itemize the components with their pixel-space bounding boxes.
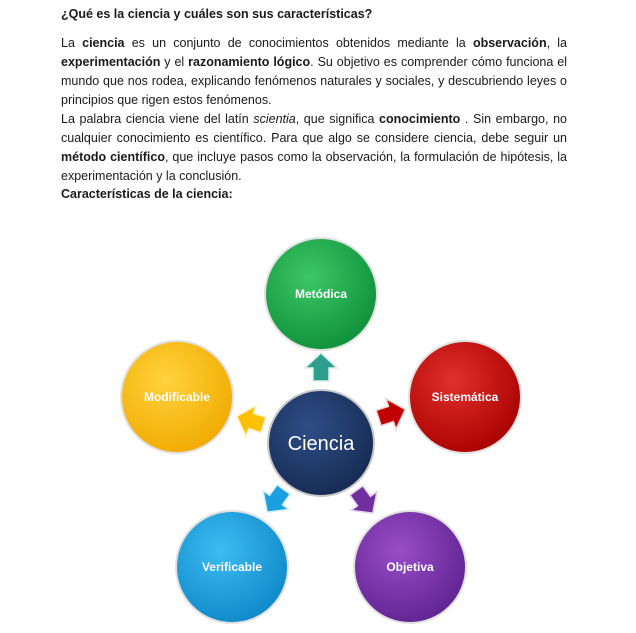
node-metodica xyxy=(265,238,377,350)
node-label-verificable: Verificable xyxy=(201,560,263,574)
node-label-modificable: Modificable xyxy=(143,390,211,404)
bold-term-metodo-cientifico: método científico xyxy=(61,150,165,164)
node-sistematica xyxy=(409,341,521,453)
node-ciencia-center xyxy=(268,390,374,496)
bold-term-experimentacion: experimentación xyxy=(61,55,161,69)
text-run: , que significa xyxy=(295,112,380,126)
arrow-to-sistematica xyxy=(374,394,411,433)
center-label: Ciencia xyxy=(287,433,355,455)
text-run: La palabra ciencia viene del latín xyxy=(61,112,254,126)
node-verificable xyxy=(176,511,288,623)
bold-term-observacion: observación xyxy=(472,36,547,50)
text-run: , la xyxy=(546,36,567,50)
text-run: La xyxy=(61,36,83,50)
arrow-to-modificable xyxy=(232,401,269,440)
text-run: y el xyxy=(160,55,189,69)
text-run: . Sin embargo, no cualquier conocimiento es científico. Para que algo se considere ciencia, debe seguir un xyxy=(61,112,567,145)
italic-term-scientia: scientia xyxy=(253,112,296,126)
arrow-to-metodica xyxy=(305,353,337,381)
node-label-metodica: Metódica xyxy=(294,287,348,301)
bold-term-razonamiento: razonamiento lógico xyxy=(188,55,311,69)
characteristics-subheading: Características de la ciencia: xyxy=(61,187,233,201)
document-heading: ¿Qué es la ciencia y cuáles son sus características? xyxy=(61,7,373,21)
bold-term-ciencia: ciencia xyxy=(82,36,125,50)
node-label-sistematica: Sistemática xyxy=(431,390,499,404)
text-run: , que incluye pasos como la observación, la formulación de hipótesis, la experimentación y la conclusión. xyxy=(61,150,568,183)
text-run: es un conjunto de conocimientos obtenidos mediante la xyxy=(124,36,473,50)
node-objetiva xyxy=(354,511,466,623)
node-modificable xyxy=(121,341,233,453)
node-label-objetiva: Objetiva xyxy=(386,560,434,574)
text-run: . Su objetivo es comprender cómo funciona el mundo que nos rodea, explicando fenómenos naturales y sociales, y descubriendo leyes o principios que rigen estos fenómenos. xyxy=(61,55,568,107)
bold-term-conocimiento: conocimiento xyxy=(379,112,461,126)
